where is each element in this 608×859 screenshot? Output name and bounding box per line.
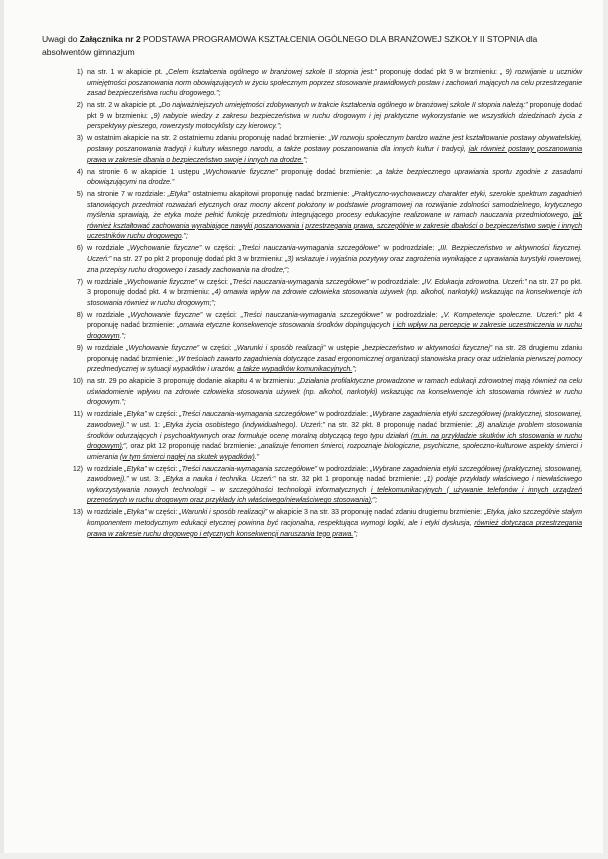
text-segment: na str. 32 pkt. 8 proponuję nadać brzmienie: — [324, 420, 476, 429]
italic-text: „Etyka a nauka i technika. Uczeń:” — [163, 475, 276, 484]
italic-text: „Wychowanie fizyczne” — [127, 244, 202, 253]
header-bold: Załącznika nr 2 — [79, 34, 141, 44]
italic-text: „V. Kompetencje społeczne. Uczeń:” — [441, 310, 561, 319]
item-number: 11) — [73, 410, 83, 419]
remarks-list — [42, 67, 582, 541]
item-number: 8) — [76, 310, 83, 319]
text-segment: w akapicie 3 na str. 33 proponuję nadać zdaniu drugiemu brzmienie: — [267, 508, 485, 517]
item-text — [87, 67, 582, 99]
text-segment: na str. 28 drugiemu zdaniu proponuję nadać brzmienie: — [87, 343, 582, 363]
text-segment: proponuję dodać brzmienie: — [277, 167, 376, 176]
italic-text: „Praktyczno-wychowawczy charakter etyki, szerokie spektrum zagadnień stanowiących przedmiot rozważań etycznych oraz mocny akcent położony w podstawie programowej na rozwijanie zdolności samodzielnego, krytycznego myślenia sprawiają, że etyka może pełnić funkcję przedmiotu integrującego procesy edukacyjne realizowane w ramach nauczania przedmiotowego, — [87, 190, 582, 220]
text-segment: w części: — [146, 464, 180, 473]
item-number: 4) — [76, 167, 83, 176]
italic-text: „Treści nauczania-wymagania szczegółowe” — [179, 410, 318, 419]
scan-edge-bottom — [0, 853, 608, 859]
italic-text: .” — [254, 452, 259, 461]
item-text — [87, 189, 582, 242]
italic-text: „8) analizuje problem stosowania środków odurzających i psychoaktywnych oraz formułuje ocenę moralną dotyczącą tego typu działań — [87, 420, 582, 440]
text-segment: w rozdziale — [87, 410, 125, 419]
item-text — [87, 100, 582, 132]
text-segment: w części: — [146, 410, 180, 419]
text-segment: w rozdziale — [87, 310, 129, 319]
item-text — [87, 376, 582, 408]
italic-text: .”; — [119, 331, 126, 340]
italic-text: „9) nabycie wiedzy z zakresu bezpieczeństwa w ruchu drogowym i jej praktyczne wykorzystanie we wszystkich dziedzinach życia z perspektywy pieszego, rowerzysty motocyklisty czy kierowcy.”; — [87, 111, 582, 131]
underlined-text: jak również postawy poszanowania prawa w zakresie dbania o bezpieczeństwo swoje i innych na drodze. — [87, 144, 583, 164]
text-segment: na str. 1 w akapicie pt. — [87, 68, 166, 76]
italic-text: „W treściach zawarto zagadnienia dotyczące zasad ergonomicznej organizacji stanowiska pracy oraz udzielania pierwszej pomocy przedmedycznej w sytuacji wypadków i urazów, — [87, 354, 582, 374]
item-text — [87, 507, 582, 539]
item-text — [87, 310, 582, 342]
text-segment: w ostatnim akapicie na str. 2 ostatniemu zdaniu proponuję nadać brzmienie: — [87, 134, 329, 143]
list-item — [42, 100, 582, 132]
item-text — [87, 243, 582, 275]
list-item — [42, 507, 582, 539]
text-segment: w podrozdziale: — [317, 410, 371, 419]
italic-text: „Wychowanie fizyczne” — [124, 277, 197, 286]
italic-text: „3) wskazuje i wyjaśnia pozytywy oraz zagrożenia wynikające z uprawiania turystyki rowerowej, zna przepisy ruchu drogowego i zasady zachowania na drodze;”; — [87, 255, 582, 274]
italic-text: „analizuje fenomen śmierci, rozpoznaje biologiczne, psychiczne, społeczno-kulturowe aspekty śmierci i umierania — [87, 442, 582, 461]
italic-text: „bezpieczeństwo w aktywności fizycznej” — [362, 343, 493, 352]
scan-edge-right — [603, 0, 608, 859]
text-segment: w części: — [199, 343, 235, 352]
italic-text: „a także bezpiecznego uprawiania sportu zgodnie z zasadami obowiązującymi na drodze.” — [87, 167, 582, 187]
text-segment: w rozdziale — [87, 244, 128, 253]
item-text — [87, 167, 582, 188]
item-number: 6) — [76, 244, 83, 253]
text-segment: w części: — [201, 244, 239, 253]
text-segment: w ustępie — [325, 343, 362, 352]
italic-text: „Treści nauczania-wymagania szczegółowe” — [179, 464, 318, 473]
text-segment: w podrozdziale: — [382, 310, 442, 319]
italic-text: „Etyka” — [124, 464, 147, 473]
item-text — [87, 464, 582, 506]
item-number: 10) — [72, 377, 83, 386]
text-segment: w rozdziale — [87, 464, 125, 473]
italic-text: „Etyka” — [167, 190, 190, 199]
item-text — [87, 409, 582, 462]
italic-text: „Wychowanie fizyczne” — [203, 167, 278, 176]
list-item — [42, 133, 582, 165]
list-item — [42, 167, 582, 188]
underlined-text: również dotycząca przestrzegania prawa w zakresie ruchu drogowego i etycznych konsekwencji naruszania tego prawa. — [87, 519, 582, 538]
list-item — [42, 189, 582, 242]
text-segment: na str. 2 w akapicie pt. — [87, 101, 159, 110]
italic-text: „Treści nauczania-wymagania szczegółowe” — [238, 244, 380, 253]
underlined-text: i telekomunikacyjnych ( używanie telefonów i innych urządzeń przenośnych w ruchu drogowym oraz przykłady ich właściwego/niewłaściwego stosowania) — [87, 485, 582, 505]
text-segment: na str. 29 po akapicie 3 proponuję dodanie akapitu 4 w brzmieniu: — [87, 377, 298, 386]
item-number: 9) — [76, 343, 83, 352]
text-segment: ostatniemu akapitowi proponuję nadać brzmienie: — [189, 190, 352, 199]
italic-text: „Treści nauczania-wymagania szczegółowe” — [230, 277, 369, 286]
italic-text: ;”, — [121, 442, 131, 451]
italic-text: „IV. Edukacja zdrowotna. Uczeń:” — [421, 277, 527, 286]
text-segment: oraz pkt 12 proponuję nadać brzmienie: — [130, 442, 259, 451]
text-segment: w rozdziale — [87, 343, 127, 352]
item-text — [87, 277, 582, 309]
italic-text: „Etyka, jako szczególnie stałym komponentem metodycznym edukacji etycznej powinna być racjonalna, respektująca wymogi logiki, ale i etyki dyskusja, — [87, 508, 582, 528]
text-segment: w rozdziale — [87, 508, 125, 517]
text-segment: w podrozdziale: — [379, 244, 438, 253]
list-item — [42, 464, 582, 506]
italic-text: ”; — [353, 529, 358, 538]
text-segment: proponuję dodać pkt 9 w brzmieniu: — [376, 68, 501, 76]
header-rest: PODSTAWA PROGRAMOWA KSZTAŁCENIA OGÓLNEGO DLA BRANŻOWEJ SZKOŁY II STOPNIA dla absolwentów gimnazjum — [42, 34, 538, 57]
text-segment: na stronie 7 w rozdziale: — [87, 190, 168, 199]
italic-text: „W rozwoju społecznym bardzo ważne jest kształtowanie postawy obywatelskiej, postawy poszanowania tradycji i kultury własnego narodu, a także postawy poszanowania dla innych kultur i tradycji, — [87, 134, 583, 153]
italic-text: „Wybrane zagadnienia etyki szczegółowej (praktycznej, stosowanej, zawodowej).” — [87, 464, 582, 484]
italic-text: „1) podaje przykłady właściwego i niewłaściwego wykorzystywania nowych technologii – w szczególności technologii informatycznych — [87, 475, 583, 494]
italic-text: „Działania profilaktyczne prowadzone w ramach edukacji zdrowotnej mają również na celu uświadomienie wpływu na zdrowie człowieka stosowania używek (np. alkohol, narkotyki) wskazując na konsekwencje ich stosowania również w ruchu drogowym.”; — [87, 377, 583, 407]
text-segment: w części: — [196, 277, 231, 286]
text-segment: w części: — [146, 508, 180, 517]
italic-text: „omawia etyczne konsekwencje stosowania środków dopingujących — [177, 321, 393, 330]
list-item — [42, 376, 582, 408]
underlined-text: a także wypadków komunikacyjnych. — [237, 365, 353, 374]
italic-text: „4) omawia wpływ na zdrowie człowieka stosowania używek (np. alkohol, narkotyki) wskazując na konsekwencje ich stosowania również w ruchu drogowym;”; — [87, 288, 582, 307]
list-item — [42, 310, 582, 342]
item-number: 1) — [76, 68, 83, 76]
list-item — [42, 409, 582, 462]
document-header — [42, 33, 574, 59]
italic-text: „Wybrane zagadnienia etyki szczegółowej (praktycznej, stosowanej, zawodowej).” — [87, 410, 582, 429]
italic-text: „Warunki i sposób realizacji” — [234, 343, 326, 352]
text-segment: w podrozdziale: — [317, 464, 371, 473]
list-item — [42, 277, 582, 309]
list-item — [42, 67, 582, 99]
item-number: 5) — [76, 190, 83, 199]
text-segment: w podrozdziale: — [368, 277, 422, 286]
text-segment: na stronie 6 w akapicie 1 ustępu — [87, 167, 204, 176]
item-number: 7) — [76, 277, 83, 286]
list-item — [42, 343, 582, 375]
underlined-text: i ich wpływ na percepcję w zakresie uczestniczenia w ruchu drogowym — [87, 321, 582, 340]
item-number: 3) — [76, 134, 83, 143]
italic-text: „Wychowanie fizyczne” — [128, 310, 203, 319]
italic-text: „Warunki i sposób realizacji” — [179, 508, 268, 517]
text-segment: w ust. 1: — [128, 420, 164, 429]
text-segment: w ust. 3: — [128, 475, 164, 484]
italic-text: „Etyka życia osobistego (indywidualnego). Uczeń:” — [163, 420, 325, 429]
text-segment: proponuję dodać pkt 9 w brzmieniu: — [87, 101, 582, 120]
italic-text: „Etyka” — [124, 508, 147, 517]
scan-edge-left — [0, 0, 4, 859]
text-segment: na str. 32 pkt 1 proponuję nadać brzmienie: — [275, 475, 425, 484]
text-segment: na str. 27 po pkt 2 proponuję dodać pkt 3 w brzmieniu: — [111, 255, 285, 264]
italic-text: ”; — [352, 365, 357, 374]
italic-text: .”; — [181, 232, 188, 241]
underlined-text: (m.in. na przykładzie skutków ich stosowania w ruchu drogowym) — [87, 431, 583, 451]
italic-text: „Etyka” — [124, 410, 147, 419]
italic-text: „Wychowanie fizyczne” — [126, 343, 200, 352]
italic-text: ”; — [303, 155, 308, 164]
text-segment: w części: — [202, 310, 241, 319]
underlined-text: (w tym śmierci nagłej na skutek wypadków) — [119, 452, 255, 461]
italic-text: „Do najważniejszych umiejętności zdobywanych w trakcie kształcenia ogólnego w branżowej szkole II stopnia należą:” — [158, 101, 528, 110]
header-prefix: Uwagi do — [42, 34, 80, 44]
item-number: 2) — [76, 101, 83, 110]
underlined-text: jak również kształtować zachowania wyrabiające nawyki poszanowania i przestrzegania prawa, szczególnie w zakresie dbałości o bezpieczeństwo swoje i innych uczestników ruchu drogowego — [87, 211, 582, 241]
item-number: 13) — [72, 508, 83, 517]
list-item — [42, 243, 582, 275]
text-segment: w rozdziale — [87, 277, 125, 286]
item-text — [87, 133, 582, 165]
italic-text: ;”; — [370, 496, 378, 505]
italic-text: „ 9) rozwijanie u uczniów umiejętności poszanowania norm obowiązujących w życiu społecznym poprzez stosowanie prawidłowych postaw i zachowań mających na celu przestrzeganie zasad bezpieczeństwa ruchu drogowego.”; — [87, 68, 582, 98]
italic-text: „Celem kształcenia ogólnego w branżowej szkole II stopnia jest:” — [165, 68, 377, 76]
item-text — [87, 343, 582, 375]
text-segment: na str. 27 po pkt. 3 proponuję dodać pkt. 4 w brzmieniu: — [87, 277, 582, 297]
text-segment: pkt 4 proponuję nadać brzmienie: — [87, 310, 582, 330]
italic-text: „III. Bezpieczeństwo w aktywności fizycznej. Uczeń:” — [87, 244, 582, 264]
item-number: 12) — [72, 464, 83, 473]
italic-text: „Treści nauczania-wymagania szczegółowe” — [240, 310, 383, 319]
